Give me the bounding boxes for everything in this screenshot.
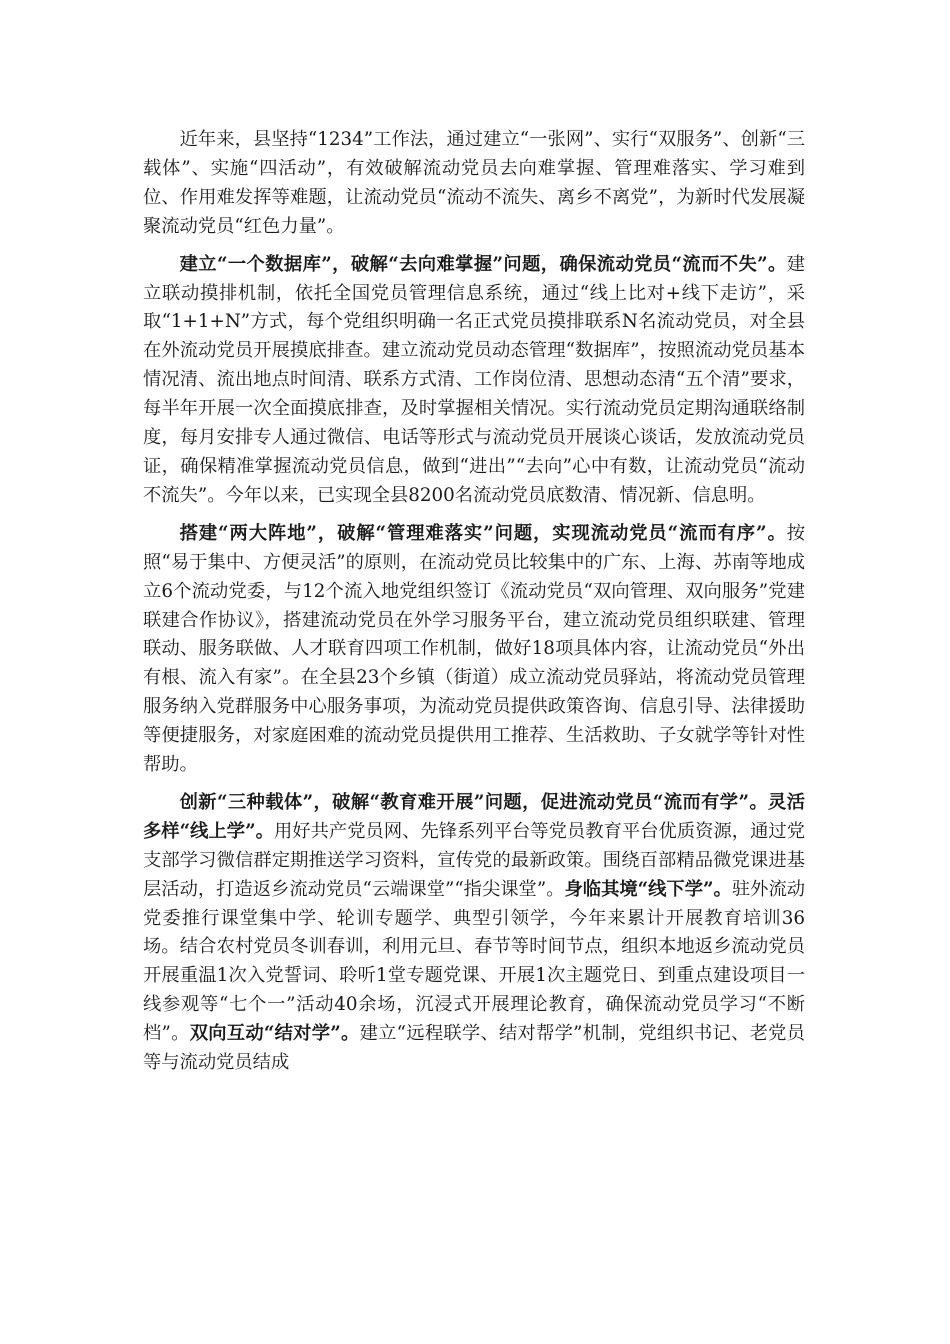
section-3-text-2: 驻外流动党委推行课堂集中学、轮训专题学、典型引领学，今年来累计开展教育培训36场。结合农村党员冬训春训，利用元旦、春节等时间节点，组织本地返乡流动党员开展重温1次入党誓词、聆听1堂专题党课、开展1次主题党日、到重点建设项目一线参观等“七个一”活动40余场，沉浸式开展理论教育，确保流动党员学习“不断档”。	[143, 878, 806, 1045]
intro-paragraph: 近年来，县坚持“1234”工作法，通过建立“一张网”、实行“双服务”、创新“三载体”、实施“四活动”，有效破解流动党员去向难掌握、管理难落实、学习难到位、作用难发挥等难题，让流动党员“流动不流失、离乡不离党”，为新时代发展凝聚流动党员“红色力量”。	[143, 129, 805, 237]
document-page	[143, 126, 805, 1087]
section-3-subheading-1: 灵活多样“线上学”。	[143, 791, 806, 842]
section-3-text-1: 用好共产党员网、先锋系列平台等党员教育平台优质资源，通过党支部学习微信群定期推送学习资料，宣传党的最新政策。围绕百部精品微党课进基层活动，打造返乡流动党员“云端课堂”“指尖课堂”。	[143, 820, 805, 900]
section-3-subheading-3: 双向互动“结对学”。	[189, 1023, 360, 1045]
section-2-body: 按照“易于集中、方便灵活”的原则，在流动党员比较集中的广东、上海、苏南等地成立6个流动党委，与12个流入地党组织签订《流动党员“双向管理、双向服务”党建联建合作协议》，搭建流动党员在外学习服务平台，建立流动党员组织联建、管理联动、服务联做、人才联育四项工作机制，做好18项具体内容，让流动党员“外出有根、流入有家”。在全县23个乡镇（街道）成立流动党员驿站，将流动党员管理服务纳入党群服务中心服务事项，为流动党员提供政策咨询、信息引导、法律援助等便捷服务，对家庭困难的流动党员提供用工推荐、生活救助、子女就学等针对性帮助。	[143, 522, 805, 776]
section-3-subheading-2: 身临其境“线下学”。	[564, 878, 732, 900]
section-3-text-3: 建立“远程联学、结对帮学”机制，党组织书记、老党员等与流动党员结成	[143, 1023, 805, 1074]
section-1-paragraph	[143, 251, 805, 511]
section-1-heading: 建立“一个数据库”，破解“去向难掌握”问题，确保流动党员“流而不失”。	[179, 253, 787, 275]
section-3-paragraph	[143, 789, 805, 1078]
section-2-paragraph	[143, 520, 805, 780]
section-1-body: 建立联动摸排机制，依托全国党员管理信息系统，通过“线上比对+线下走访”，采取“1+1+N”方式，每个党组织明确一名正式党员摸排联系N名流动党员，对全县在外流动党员开展摸底排查。建立流动党员动态管理“数据库”，按照流动党员基本情况清、流出地点时间清、联系方式清、工作岗位清、思想动态清“五个清”要求，每半年开展一次全面摸底排查，及时掌握相关情况。实行流动党员定期沟通联络制度，每月安排专人通过微信、电话等形式与流动党员开展谈心谈话，发放流动党员证，确保精准掌握流动党员信息，做到“进出”“去向”心中有数，让流动党员“流动不流失”。今年以来，已实现全县8200名流动党员底数清、情况新、信息明。	[143, 253, 805, 506]
section-3-heading: 创新“三种载体”，破解“教育难开展”问题，促进流动党员“流而有学”。	[179, 791, 769, 813]
section-2-heading: 搭建“两大阵地”，破解“管理难落实”问题，实现流动党员“流而有序”。	[179, 522, 787, 544]
